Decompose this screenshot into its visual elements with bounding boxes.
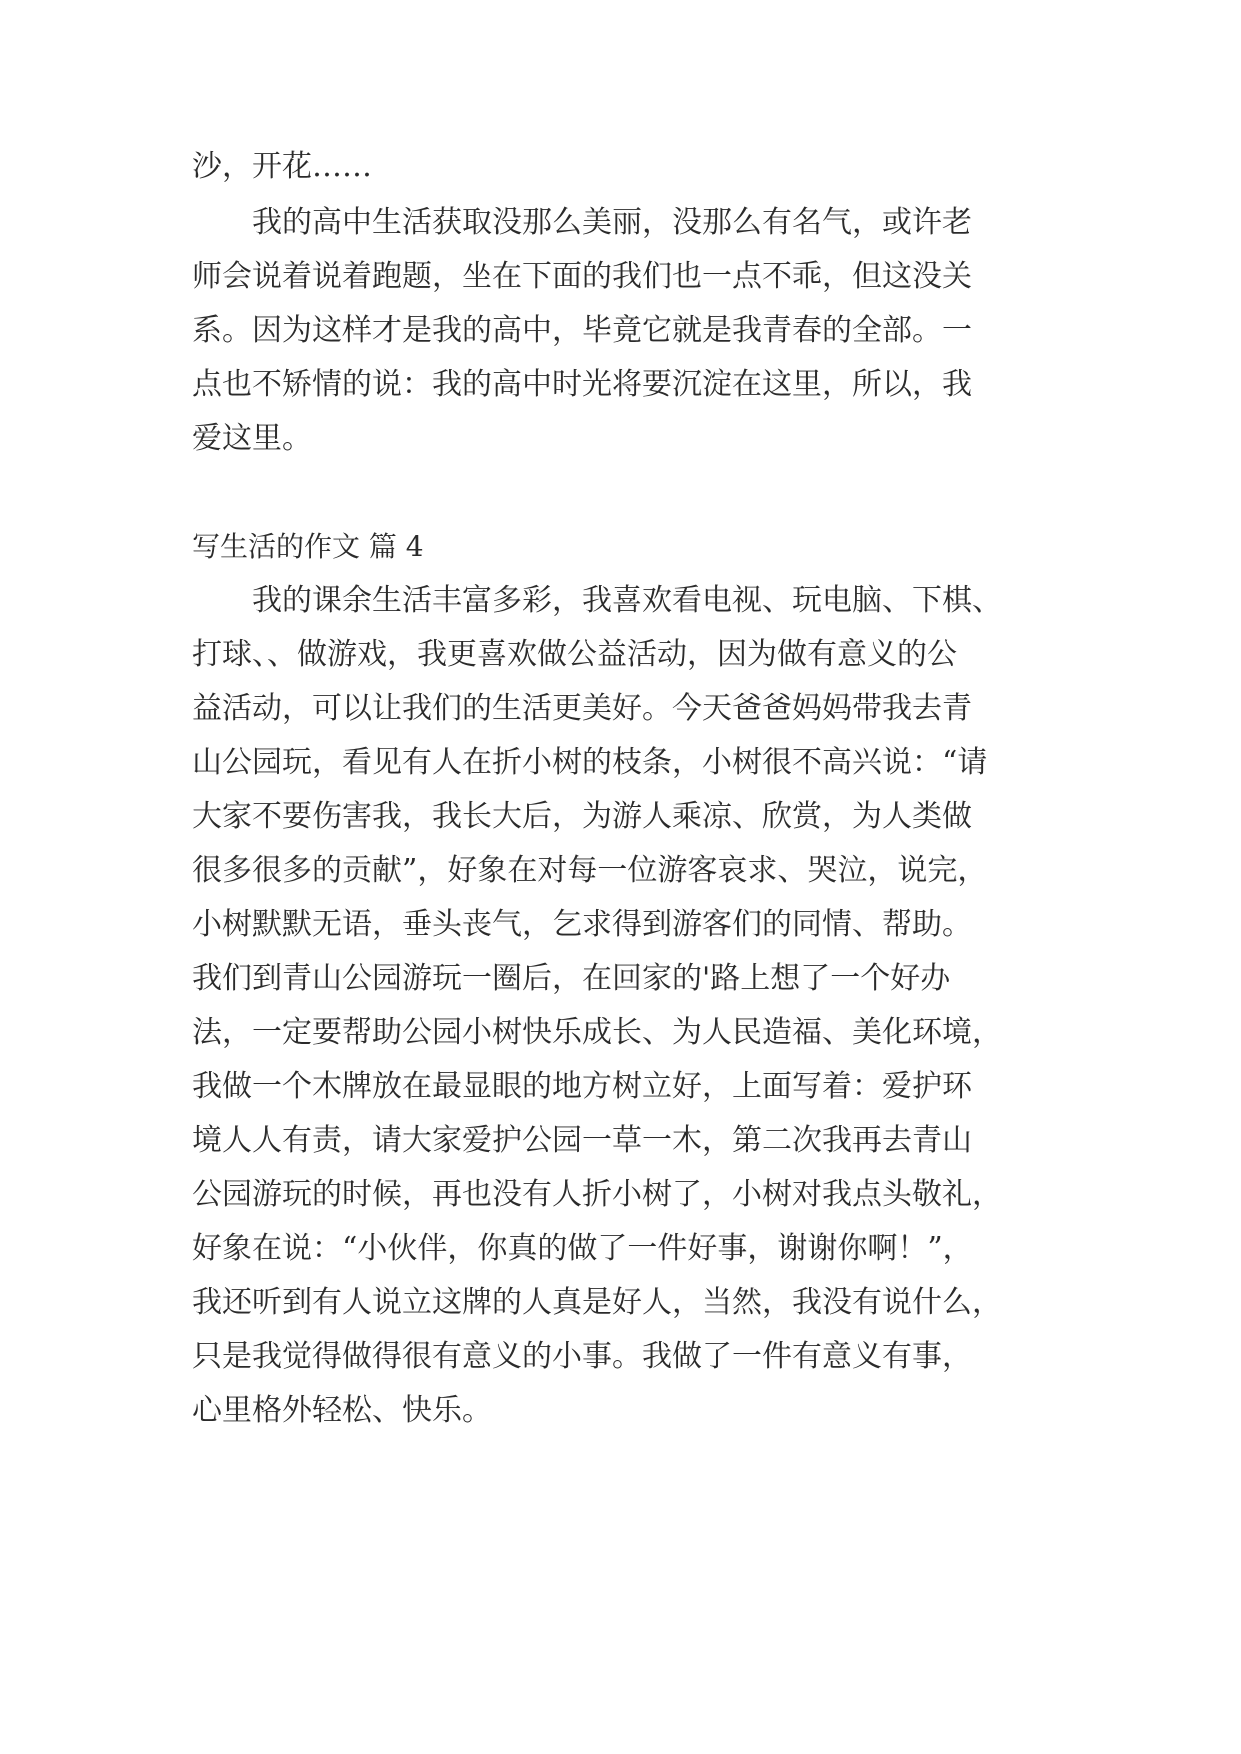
text-line: 公园游玩的时候，再也没有人折小树了，小树对我点头敬礼， <box>192 1177 1002 1212</box>
text-line: 心里格外轻松、快乐。 <box>192 1393 492 1428</box>
section-heading: 写生活的作文 篇 4 <box>192 530 424 563</box>
text-line: 爱这里。 <box>192 421 312 456</box>
text-line: 小树默默无语，垂头丧气，乞求得到游客们的同情、帮助。 <box>192 907 972 942</box>
text-line: 沙，开花…… <box>192 149 372 184</box>
text-line: 法，一定要帮助公园小树快乐成长、为人民造福、美化环境， <box>192 1015 1002 1050</box>
text-line: 只是我觉得做得很有意义的小事。我做了一件有意义有事， <box>192 1339 972 1374</box>
text-line: 很多很多的贡献”，好象在对每一位游客哀求、哭泣，说完， <box>192 853 988 888</box>
text-line: 我们到青山公园游玩一圈后，在回家的'路上想了一个好办 <box>192 961 951 996</box>
paragraph-start-line: 我的高中生活获取没那么美丽，没那么有名气，或许老 <box>252 205 972 240</box>
text-line: 我做一个木牌放在最显眼的地方树立好，上面写着：爱护环 <box>192 1069 972 1104</box>
text-line: 师会说着说着跑题，坐在下面的我们也一点不乖，但这没关 <box>192 259 972 294</box>
text-line: 点也不矫情的说：我的高中时光将要沉淀在这里，所以，我 <box>192 367 972 402</box>
text-line: 系。因为这样才是我的高中，毕竟它就是我青春的全部。一 <box>192 313 972 348</box>
paragraph-start-line: 我的课余生活丰富多彩，我喜欢看电视、玩电脑、下棋、 <box>252 583 1002 618</box>
text-line: 大家不要伤害我，我长大后，为游人乘凉、欣赏，为人类做 <box>192 799 972 834</box>
text-line: 境人人有责，请大家爱护公园一草一木，第二次我再去青山 <box>192 1123 972 1158</box>
text-line: 益活动，可以让我们的生活更美好。今天爸爸妈妈带我去青 <box>192 691 972 726</box>
text-line: 打球、、做游戏，我更喜欢做公益活动，因为做有意义的公 <box>192 637 957 672</box>
text-line: 好象在说：“小伙伴，你真的做了一件好事，谢谢你啊！”， <box>192 1231 973 1266</box>
text-line: 山公园玩，看见有人在折小树的枝条，小树很不高兴说：“请 <box>192 745 988 780</box>
text-line: 我还听到有人说立这牌的人真是好人，当然，我没有说什么， <box>192 1285 1002 1320</box>
